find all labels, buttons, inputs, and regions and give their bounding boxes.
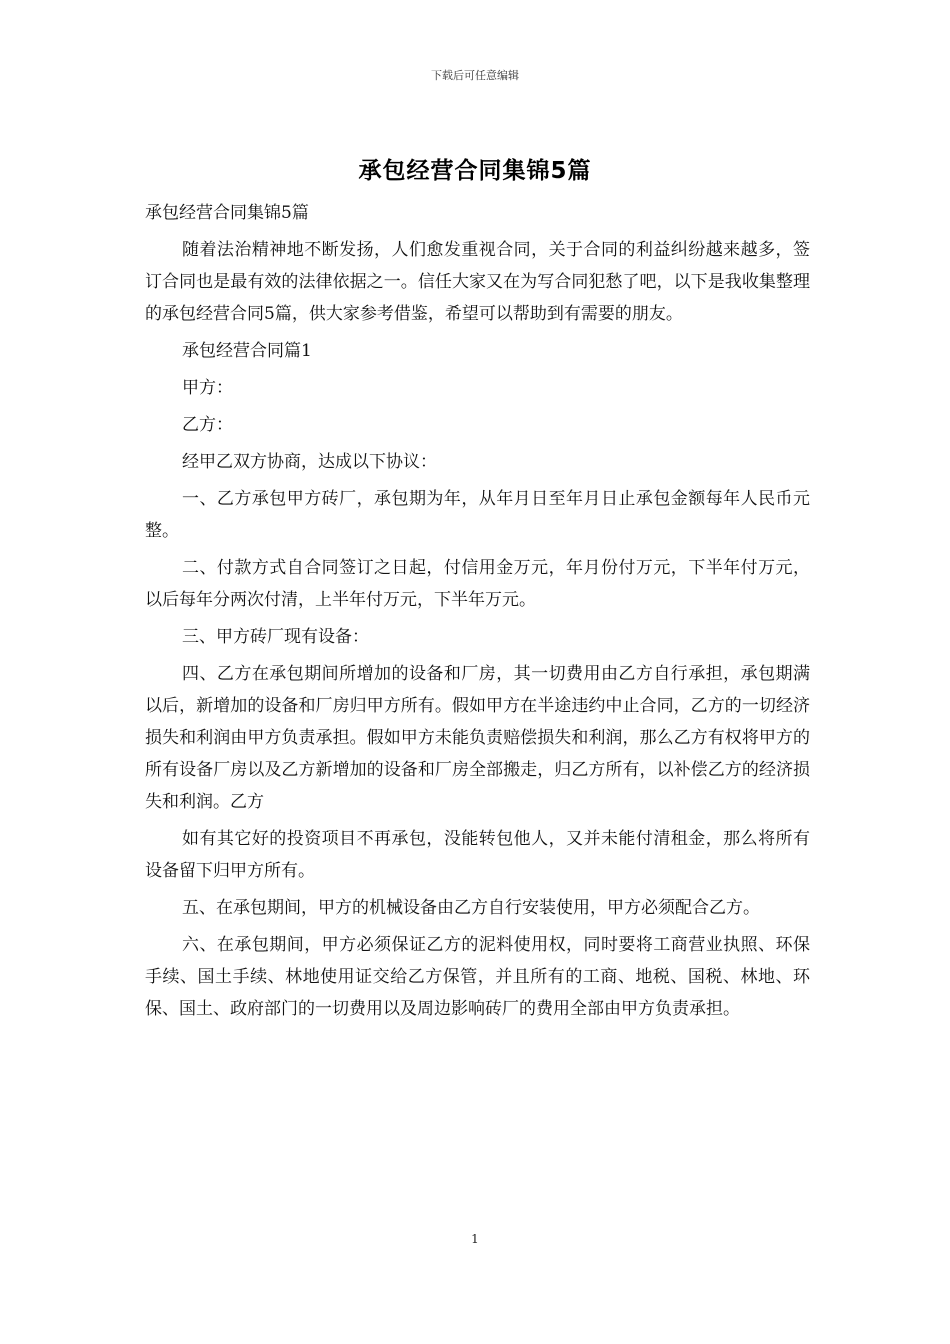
clause-3: 三、甲方砖厂现有设备： <box>182 627 369 647</box>
agreement-intro: 经甲乙双方协商，达成以下协议： <box>182 452 437 472</box>
intro-paragraph: 随着法治精神地不断发扬，人们愈发重视合同，关于合同的利益纠纷越来越多，签订合同也是最有效的法律依据之一。信任大家又在为写合同犯愁了吧，以下是我收集整理的承包经营合同5篇，供大家参考借鉴，希望可以帮助到有需要的朋友。 <box>145 240 810 324</box>
clause-2: 二、付款方式自合同签订之日起，付信用金万元，年月份付万元，下半年付万元，以后每年分两次付清，上半年付万元，下半年万元。 <box>145 558 810 610</box>
document-body <box>145 197 810 1030</box>
clause-6: 六、在承包期间，甲方必须保证乙方的泥料使用权，同时要将工商营业执照、环保手续、国土手续、林地使用证交给乙方保管，并且所有的工商、地税、国税、林地、环保、国土、政府部门的一切费用以及周边影响砖厂的费用全部由甲方负责承担。 <box>145 935 810 1019</box>
party-a-line: 甲方： <box>182 378 233 398</box>
header-note: 下载后可任意编辑 <box>431 69 519 82</box>
clause-4: 四、乙方在承包期间所增加的设备和厂房，其一切费用由乙方自行承担，承包期满以后，新增加的设备和厂房归甲方所有。假如甲方在半途违约中止合同，乙方的一切经济损失和利润由甲方负责承担。假如甲方未能负责赔偿损失和利润，那么乙方有权将甲方的所有设备厂房以及乙方新增加的设备和厂房全部搬走，归乙方所有，以补偿乙方的经济损失和利润。乙方 <box>145 664 810 812</box>
document-title: 承包经营合同集锦5篇 <box>358 158 592 184</box>
clause-1: 一、乙方承包甲方砖厂，承包期为年，从年月日至年月日止承包金额每年人民币元整。 <box>145 489 810 541</box>
page-number: 1 <box>471 1232 479 1246</box>
clause-5: 五、在承包期间，甲方的机械设备由乙方自行安装使用，甲方必须配合乙方。 <box>182 898 760 918</box>
clause-4-continued: 如有其它好的投资项目不再承包，没能转包他人，又并未能付清租金，那么将所有设备留下归甲方所有。 <box>145 829 810 881</box>
subtitle-paragraph: 承包经营合同集锦5篇 <box>145 203 309 223</box>
party-b-line: 乙方： <box>182 415 233 435</box>
section-heading: 承包经营合同篇1 <box>182 341 312 361</box>
